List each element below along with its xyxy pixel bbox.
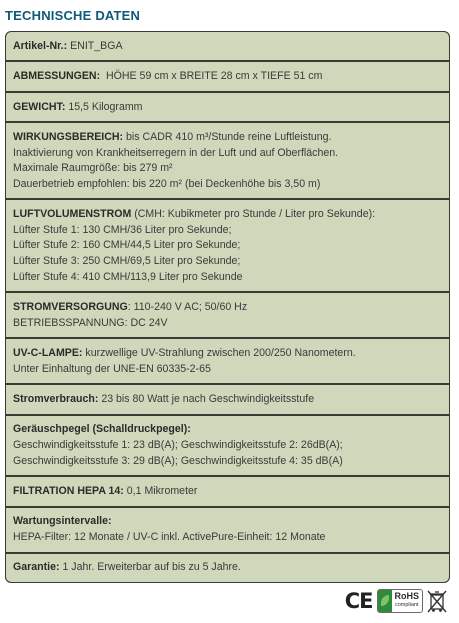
spec-line (13, 130, 442, 146)
spec-line (13, 530, 442, 546)
spec-value: Lüfter Stufe 1: 130 CMH/36 Liter pro Sekunde; (13, 223, 232, 236)
spec-line (13, 560, 442, 576)
spec-label: UV-C-LAMPE: (13, 347, 83, 360)
spec-line (13, 362, 442, 378)
spec-label: Stromverbrauch: (13, 393, 99, 406)
spec-value: 15,5 Kilogramm (65, 100, 143, 113)
spec-line (13, 100, 442, 116)
spec-value: Maximale Raumgröße: bis 279 m² (13, 162, 173, 175)
spec-value: bis CADR 410 m³/Stunde reine Luftleistung. (123, 131, 332, 144)
spec-value: Geschwindigkeitsstufe 3: 29 dB(A); Geschwindigkeitsstufe 4: 35 dB(A) (13, 454, 343, 467)
leaf-icon (378, 590, 392, 612)
spec-value: ENIT_BGA (67, 39, 123, 52)
spec-label: Garantie: (13, 561, 60, 574)
spec-label: Geräuschpegel (Schalldruckpegel): (13, 423, 191, 436)
spec-line (13, 207, 442, 223)
spec-line (13, 300, 442, 316)
spec-row (6, 200, 449, 291)
spec-line (13, 454, 442, 470)
spec-label: GEWICHT: (13, 100, 66, 113)
spec-line (13, 177, 442, 193)
spec-line (13, 438, 442, 454)
spec-label: Wartungsintervalle: (13, 515, 112, 528)
spec-row (6, 32, 449, 60)
spec-value: kurzwellige UV-Strahlung zwischen 200/250 Nanometern. (82, 347, 356, 360)
spec-value: 0,1 Mikrometer (123, 485, 198, 498)
crossed-out-bin-icon (427, 589, 447, 613)
spec-line (13, 39, 442, 55)
spec-value: Lüfter Stufe 2: 160 CMH/44,5 Liter pro Sekunde; (13, 239, 241, 252)
spec-row (6, 508, 449, 552)
spec-line (13, 422, 442, 438)
spec-row (6, 416, 449, 476)
rohs-sub-label: compliant (394, 602, 419, 608)
spec-value: Inaktivierung von Krankheitserregern in der Luft und auf Oberflächen. (13, 146, 339, 159)
rohs-badge-icon (377, 589, 424, 613)
spec-line (13, 346, 442, 362)
spec-row (6, 339, 449, 383)
spec-value: Lüfter Stufe 3: 250 CMH/69,5 Liter pro Sekunde; (13, 255, 241, 268)
spec-line (13, 223, 442, 239)
rohs-label: RoHS (394, 591, 419, 601)
spec-row (6, 477, 449, 505)
spec-line (13, 69, 442, 85)
spec-label: Artikel-Nr.: (13, 39, 68, 52)
spec-label: FILTRATION HEPA 14: (13, 485, 124, 498)
spec-line (13, 270, 442, 286)
spec-value: : 110-240 V AC; 50/60 Hz (127, 301, 248, 314)
spec-label: ABMESSUNGEN: (13, 70, 101, 83)
spec-row (6, 93, 449, 121)
spec-line (13, 514, 442, 530)
spec-value: (CMH: Kubikmeter pro Stunde / Liter pro Sekunde): (131, 208, 376, 221)
spec-value: 23 bis 80 Watt je nach Geschwindigkeitsstufe (98, 393, 315, 406)
spec-row (6, 123, 449, 198)
spec-value: 1 Jahr. Erweiterbar auf bis zu 5 Jahre. (59, 561, 241, 574)
spec-line (13, 146, 442, 162)
spec-value: Unter Einhaltung der UNE-EN 60335-2-65 (13, 362, 211, 375)
spec-line (13, 238, 442, 254)
page-title: TECHNISCHE DATEN (5, 8, 141, 23)
spec-value: Dauerbetrieb empfohlen: bis 220 m² (bei Deckenhöhe bis 3,50 m) (13, 177, 321, 190)
spec-row (6, 62, 449, 90)
spec-label: WIRKUNGSBEREICH: (13, 131, 124, 144)
spec-value: Lüfter Stufe 4: 410 CMH/113,9 Liter pro Sekunde (13, 270, 243, 283)
spec-line (13, 161, 442, 177)
spec-value: HÖHE 59 cm x BREITE 28 cm x TIEFE 51 cm (100, 70, 323, 83)
certification-marks (345, 589, 447, 613)
spec-label: LUFTVOLUMENSTROM (13, 208, 132, 221)
spec-value: Geschwindigkeitsstufe 1: 23 dB(A); Geschwindigkeitsstufe 2: 26dB(A); (13, 439, 343, 452)
spec-value: HEPA-Filter: 12 Monate / UV-C inkl. ActivePure-Einheit: 12 Monate (13, 531, 326, 544)
ce-mark-icon: CE (344, 589, 373, 613)
spec-table (5, 31, 450, 583)
spec-line (13, 392, 442, 408)
spec-line (13, 316, 442, 332)
spec-line (13, 254, 442, 270)
spec-row (6, 293, 449, 337)
spec-row (6, 385, 449, 413)
spec-line (13, 484, 442, 500)
spec-row (6, 554, 449, 582)
spec-value: BETRIEBSSPANNUNG: DC 24V (13, 316, 168, 329)
spec-label: STROMVERSORGUNG (13, 301, 128, 314)
